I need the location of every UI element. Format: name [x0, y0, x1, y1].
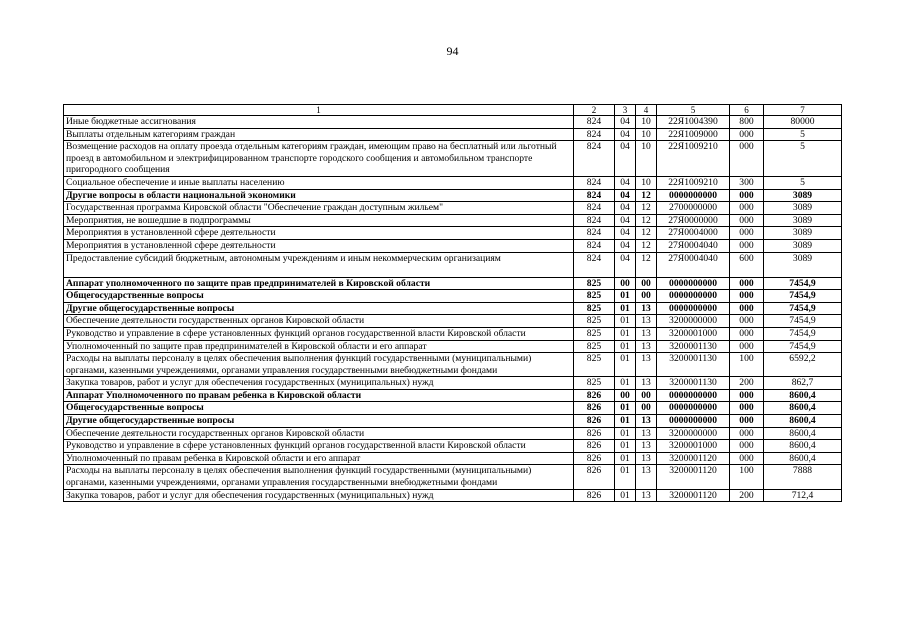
section-code-cell: 01 — [615, 440, 636, 453]
subsection-code-cell: 12 — [636, 239, 657, 252]
row-name-cell: Другие вопросы в области национальной экономики — [64, 189, 574, 202]
subsection-code-cell: 00 — [636, 277, 657, 290]
ministry-code-cell: 825 — [574, 340, 615, 353]
ministry-code-cell: 825 — [574, 353, 615, 377]
subsection-code-cell: 12 — [636, 189, 657, 202]
table-row — [64, 214, 842, 227]
budget-table — [63, 104, 842, 502]
target-item-code-cell: 0000000000 — [657, 389, 730, 402]
table-row — [64, 202, 842, 215]
table-row — [64, 227, 842, 240]
expense-type-code-cell: 000 — [730, 315, 764, 328]
table-header-row — [64, 105, 842, 116]
section-code-cell: 04 — [615, 141, 636, 177]
section-code-cell: 01 — [615, 377, 636, 390]
target-item-code-cell: 27Я0004040 — [657, 239, 730, 252]
table-row — [64, 189, 842, 202]
table-row — [64, 353, 842, 377]
amount-cell: 8600,4 — [764, 440, 842, 453]
subsection-code-cell: 00 — [636, 402, 657, 415]
expense-type-code-cell: 000 — [730, 227, 764, 240]
expense-type-code-cell: 000 — [730, 214, 764, 227]
ministry-code-cell: 824 — [574, 239, 615, 252]
amount-cell: 862,7 — [764, 377, 842, 390]
expense-type-code-cell: 000 — [730, 141, 764, 177]
row-name-cell: Уполномоченный по защите прав предпринимателей в Кировской области и его аппарат — [64, 340, 574, 353]
target-item-code-cell: 27Я0004040 — [657, 252, 730, 277]
section-code-cell: 01 — [615, 302, 636, 315]
section-code-cell: 01 — [615, 353, 636, 377]
amount-cell: 3089 — [764, 189, 842, 202]
row-name-cell: Предоставление субсидий бюджетным, автономным учреждениям и иным некоммерческим организациям — [64, 252, 574, 277]
subsection-code-cell: 13 — [636, 377, 657, 390]
expense-type-code-cell: 100 — [730, 465, 764, 489]
amount-cell: 5 — [764, 128, 842, 141]
subsection-code-cell: 12 — [636, 202, 657, 215]
amount-cell: 8600,4 — [764, 402, 842, 415]
header-cell: 6 — [730, 105, 764, 116]
row-name-cell: Обеспечение деятельности государственных органов Кировской области — [64, 427, 574, 440]
row-name-cell: Закупка товаров, работ и услуг для обеспечения государственных (муниципальных) нужд — [64, 489, 574, 502]
header-cell: 2 — [574, 105, 615, 116]
expense-type-code-cell: 200 — [730, 377, 764, 390]
table-row — [64, 377, 842, 390]
subsection-code-cell: 13 — [636, 327, 657, 340]
section-code-cell: 01 — [615, 465, 636, 489]
amount-cell: 8600,4 — [764, 389, 842, 402]
expense-type-code-cell: 000 — [730, 440, 764, 453]
row-name-cell: Государственная программа Кировской области "Обеспечение граждан доступным жильем" — [64, 202, 574, 215]
row-name-cell: Мероприятия, не вошедшие в подпрограммы — [64, 214, 574, 227]
table-row — [64, 290, 842, 303]
amount-cell: 7454,9 — [764, 302, 842, 315]
amount-cell: 5 — [764, 176, 842, 189]
table-row — [64, 427, 842, 440]
ministry-code-cell: 826 — [574, 452, 615, 465]
amount-cell: 6592,2 — [764, 353, 842, 377]
table-row — [64, 116, 842, 129]
subsection-code-cell: 13 — [636, 415, 657, 428]
amount-cell: 7454,9 — [764, 315, 842, 328]
subsection-code-cell: 13 — [636, 353, 657, 377]
target-item-code-cell: 3200000000 — [657, 315, 730, 328]
subsection-code-cell: 10 — [636, 116, 657, 129]
row-name-cell: Социальное обеспечение и иные выплаты населению — [64, 176, 574, 189]
section-code-cell: 00 — [615, 389, 636, 402]
table-row — [64, 402, 842, 415]
subsection-code-cell: 00 — [636, 290, 657, 303]
section-code-cell: 04 — [615, 202, 636, 215]
table-body — [64, 105, 842, 502]
section-code-cell: 04 — [615, 252, 636, 277]
amount-cell: 3089 — [764, 202, 842, 215]
table-row — [64, 315, 842, 328]
amount-cell: 80000 — [764, 116, 842, 129]
target-item-code-cell: 3200000000 — [657, 427, 730, 440]
table-row — [64, 389, 842, 402]
subsection-code-cell: 13 — [636, 427, 657, 440]
expense-type-code-cell: 200 — [730, 489, 764, 502]
ministry-code-cell: 825 — [574, 277, 615, 290]
section-code-cell: 04 — [615, 214, 636, 227]
expense-type-code-cell: 000 — [730, 202, 764, 215]
section-code-cell: 00 — [615, 277, 636, 290]
page-number: 94 — [446, 44, 459, 58]
section-code-cell: 04 — [615, 227, 636, 240]
expense-type-code-cell: 000 — [730, 452, 764, 465]
row-name-cell: Аппарат Уполномоченного по правам ребенка в Кировской области — [64, 389, 574, 402]
target-item-code-cell: 0000000000 — [657, 277, 730, 290]
expense-type-code-cell: 100 — [730, 353, 764, 377]
ministry-code-cell: 825 — [574, 315, 615, 328]
section-code-cell: 01 — [615, 402, 636, 415]
table-row — [64, 141, 842, 177]
expense-type-code-cell: 000 — [730, 290, 764, 303]
amount-cell: 3089 — [764, 239, 842, 252]
header-cell: 1 — [64, 105, 574, 116]
amount-cell: 712,4 — [764, 489, 842, 502]
section-code-cell: 04 — [615, 128, 636, 141]
header-cell: 7 — [764, 105, 842, 116]
ministry-code-cell: 825 — [574, 290, 615, 303]
row-name-cell: Другие общегосударственные вопросы — [64, 415, 574, 428]
table-row — [64, 252, 842, 277]
header-cell: 5 — [657, 105, 730, 116]
ministry-code-cell: 825 — [574, 377, 615, 390]
subsection-code-cell: 13 — [636, 465, 657, 489]
ministry-code-cell: 824 — [574, 116, 615, 129]
ministry-code-cell: 824 — [574, 176, 615, 189]
target-item-code-cell: 0000000000 — [657, 302, 730, 315]
target-item-code-cell: 3200001130 — [657, 377, 730, 390]
expense-type-code-cell: 000 — [730, 239, 764, 252]
target-item-code-cell: 0000000000 — [657, 189, 730, 202]
section-code-cell: 04 — [615, 189, 636, 202]
expense-type-code-cell: 000 — [730, 389, 764, 402]
amount-cell: 5 — [764, 141, 842, 177]
expense-type-code-cell: 800 — [730, 116, 764, 129]
target-item-code-cell: 27Я0000000 — [657, 214, 730, 227]
subsection-code-cell: 10 — [636, 128, 657, 141]
table-row — [64, 415, 842, 428]
section-code-cell: 04 — [615, 116, 636, 129]
section-code-cell: 01 — [615, 340, 636, 353]
ministry-code-cell: 825 — [574, 302, 615, 315]
expense-type-code-cell: 000 — [730, 415, 764, 428]
target-item-code-cell: 2700000000 — [657, 202, 730, 215]
ministry-code-cell: 824 — [574, 252, 615, 277]
row-name-cell: Общегосударственные вопросы — [64, 290, 574, 303]
row-name-cell: Руководство и управление в сфере установленных функций органов государственной власти Кировской области — [64, 440, 574, 453]
ministry-code-cell: 826 — [574, 489, 615, 502]
section-code-cell: 01 — [615, 327, 636, 340]
target-item-code-cell: 3200001120 — [657, 465, 730, 489]
ministry-code-cell: 824 — [574, 202, 615, 215]
subsection-code-cell: 13 — [636, 440, 657, 453]
subsection-code-cell: 12 — [636, 252, 657, 277]
expense-type-code-cell: 000 — [730, 302, 764, 315]
amount-cell: 7454,9 — [764, 277, 842, 290]
target-item-code-cell: 0000000000 — [657, 290, 730, 303]
subsection-code-cell: 13 — [636, 489, 657, 502]
section-code-cell: 04 — [615, 239, 636, 252]
row-name-cell: Расходы на выплаты персоналу в целях обеспечения выполнения функций государственными (муниципальными) органами, казенными учреждениями, органами управления государственными внебюджетными фондами — [64, 465, 574, 489]
expense-type-code-cell: 600 — [730, 252, 764, 277]
target-item-code-cell: 3200001000 — [657, 327, 730, 340]
section-code-cell: 01 — [615, 415, 636, 428]
table-row — [64, 176, 842, 189]
amount-cell: 8600,4 — [764, 452, 842, 465]
amount-cell: 7454,9 — [764, 290, 842, 303]
target-item-code-cell: 3200001120 — [657, 489, 730, 502]
table-row — [64, 340, 842, 353]
header-cell: 3 — [615, 105, 636, 116]
row-name-cell: Общегосударственные вопросы — [64, 402, 574, 415]
target-item-code-cell: 3200001130 — [657, 353, 730, 377]
expense-type-code-cell: 000 — [730, 340, 764, 353]
subsection-code-cell: 00 — [636, 389, 657, 402]
ministry-code-cell: 824 — [574, 141, 615, 177]
table-row — [64, 452, 842, 465]
expense-type-code-cell: 300 — [730, 176, 764, 189]
ministry-code-cell: 826 — [574, 415, 615, 428]
row-name-cell: Мероприятия в установленной сфере деятельности — [64, 239, 574, 252]
subsection-code-cell: 13 — [636, 340, 657, 353]
ministry-code-cell: 825 — [574, 327, 615, 340]
expense-type-code-cell: 000 — [730, 327, 764, 340]
ministry-code-cell: 826 — [574, 402, 615, 415]
row-name-cell: Закупка товаров, работ и услуг для обеспечения государственных (муниципальных) нужд — [64, 377, 574, 390]
subsection-code-cell: 12 — [636, 214, 657, 227]
amount-cell: 7454,9 — [764, 340, 842, 353]
row-name-cell: Уполномоченный по правам ребенка в Кировской области и его аппарат — [64, 452, 574, 465]
target-item-code-cell: 22Я1009210 — [657, 176, 730, 189]
ministry-code-cell: 824 — [574, 227, 615, 240]
subsection-code-cell: 13 — [636, 452, 657, 465]
target-item-code-cell: 3200001000 — [657, 440, 730, 453]
table-row — [64, 277, 842, 290]
row-name-cell: Иные бюджетные ассигнования — [64, 116, 574, 129]
target-item-code-cell: 0000000000 — [657, 415, 730, 428]
target-item-code-cell: 3200001130 — [657, 340, 730, 353]
table-row — [64, 128, 842, 141]
expense-type-code-cell: 000 — [730, 402, 764, 415]
target-item-code-cell: 3200001120 — [657, 452, 730, 465]
amount-cell: 3089 — [764, 252, 842, 277]
ministry-code-cell: 826 — [574, 465, 615, 489]
subsection-code-cell: 10 — [636, 176, 657, 189]
table-row — [64, 327, 842, 340]
row-name-cell: Расходы на выплаты персоналу в целях обеспечения выполнения функций государственными (муниципальными) органами, казенными учреждениями, органами управления государственными внебюджетными фондами — [64, 353, 574, 377]
target-item-code-cell: 22Я1004390 — [657, 116, 730, 129]
row-name-cell: Мероприятия в установленной сфере деятельности — [64, 227, 574, 240]
row-name-cell: Возмещение расходов на оплату проезда отдельным категориям граждан, имеющим право на бесплатный или льготный проезд в автомобильном и электрифицированном транспорте городского сообщения и автомобильном транспорте пригородного сообщения — [64, 141, 574, 177]
target-item-code-cell: 22Я1009210 — [657, 141, 730, 177]
section-code-cell: 01 — [615, 290, 636, 303]
amount-cell: 7888 — [764, 465, 842, 489]
row-name-cell: Другие общегосударственные вопросы — [64, 302, 574, 315]
amount-cell: 8600,4 — [764, 415, 842, 428]
section-code-cell: 01 — [615, 489, 636, 502]
ministry-code-cell: 824 — [574, 214, 615, 227]
expense-type-code-cell: 000 — [730, 427, 764, 440]
amount-cell: 3089 — [764, 214, 842, 227]
ministry-code-cell: 826 — [574, 440, 615, 453]
ministry-code-cell: 826 — [574, 427, 615, 440]
row-name-cell: Аппарат уполномоченного по защите прав предпринимателей в Кировской области — [64, 277, 574, 290]
amount-cell: 8600,4 — [764, 427, 842, 440]
row-name-cell: Выплаты отдельным категориям граждан — [64, 128, 574, 141]
table-row — [64, 302, 842, 315]
row-name-cell: Обеспечение деятельности государственных органов Кировской области — [64, 315, 574, 328]
amount-cell: 3089 — [764, 227, 842, 240]
subsection-code-cell: 13 — [636, 302, 657, 315]
subsection-code-cell: 13 — [636, 315, 657, 328]
table-row — [64, 239, 842, 252]
row-name-cell: Руководство и управление в сфере установленных функций органов государственной власти Кировской области — [64, 327, 574, 340]
amount-cell: 7454,9 — [764, 327, 842, 340]
section-code-cell: 01 — [615, 427, 636, 440]
ministry-code-cell: 824 — [574, 189, 615, 202]
header-cell: 4 — [636, 105, 657, 116]
target-item-code-cell: 0000000000 — [657, 402, 730, 415]
expense-type-code-cell: 000 — [730, 128, 764, 141]
expense-type-code-cell: 000 — [730, 189, 764, 202]
target-item-code-cell: 22Я1009000 — [657, 128, 730, 141]
ministry-code-cell: 826 — [574, 389, 615, 402]
target-item-code-cell: 27Я0004000 — [657, 227, 730, 240]
ministry-code-cell: 824 — [574, 128, 615, 141]
subsection-code-cell: 12 — [636, 227, 657, 240]
expense-type-code-cell: 000 — [730, 277, 764, 290]
table-row — [64, 489, 842, 502]
section-code-cell: 04 — [615, 176, 636, 189]
table-row — [64, 440, 842, 453]
section-code-cell: 01 — [615, 452, 636, 465]
subsection-code-cell: 10 — [636, 141, 657, 177]
table-row — [64, 465, 842, 489]
section-code-cell: 01 — [615, 315, 636, 328]
